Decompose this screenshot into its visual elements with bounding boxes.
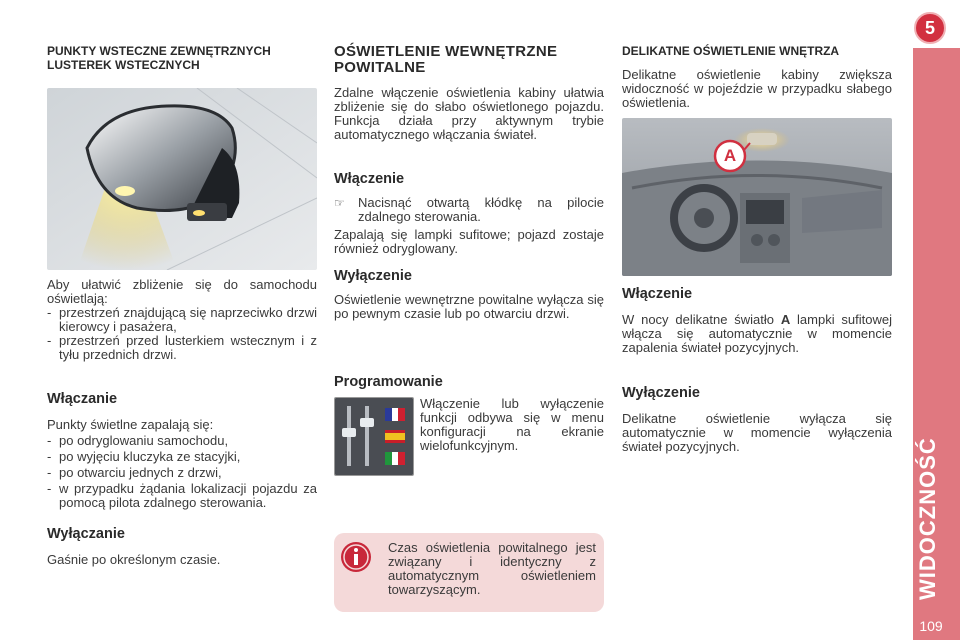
col2-title: OŚWIETLENIE WEWNĘTRZNE POWITALNE <box>334 43 558 76</box>
col1-on-heading: Włączanie <box>47 391 118 407</box>
col1-intro: Aby ułatwić zbliżenie się do samochodu oświetlają: <box>47 277 317 306</box>
col3-on-heading: Włączenie <box>622 286 693 302</box>
padlock-bullet-icon: ☞ <box>334 196 345 210</box>
page-number: 109 <box>919 618 943 634</box>
chapter-badge: 5 <box>914 12 946 44</box>
col1-off-section <box>47 525 317 567</box>
col3-off-heading: Wyłączenie <box>622 385 700 401</box>
col3-off-text: Delikatne oświetlenie wyłącza się automatycznie w momencie wyłączenia świateł pozycyjnych. <box>622 411 892 454</box>
col2-on-bullet: ☞ Nacisnąć otwartą kłódkę na pilocie zdalnego sterowania. <box>334 195 604 224</box>
col1-on-text: Punkty świetlne zapalają się: <box>47 417 214 432</box>
col2-intro: Zdalne włączenie oświetlenia kabiny ułatwia zbliżenie się do słabo oświetlonego pojazdu. Funkcja działa przy aktywnym trybie automatycznego włączania świateł. <box>334 85 604 142</box>
column-welcome-lighting <box>334 44 604 142</box>
col3-title: DELIKATNE OŚWIETLENIE WNĘTRZA <box>622 44 840 58</box>
col2-off-text: Oświetlenie wewnętrzne powitalne wyłącza się po pewnym czasie lub po otwarciu drzwi. <box>334 292 604 321</box>
section-title: WIDOCZNOŚĆ <box>915 437 940 600</box>
col2-on-heading: Włączenie <box>334 171 405 187</box>
col3-on-text: W nocy delikatne światło A lampki sufitowej włącza się automatycznie w momencie zapalenia świateł pozycyjnych. <box>622 312 892 355</box>
col1-on-section <box>47 390 317 510</box>
col3-intro: Delikatne oświetlenie kabiny zwiększa widoczność w pojeździe w przypadku słabego oświetlenia. <box>622 67 892 110</box>
col1-intro-item-2: - przestrzeń przed lusterkiem wstecznym i z tyłu przednich drzwi. <box>47 333 317 362</box>
dashboard-illustration <box>622 118 892 276</box>
column-mirror-lights <box>47 44 317 72</box>
marker-a: A <box>723 146 737 165</box>
info-icon <box>340 541 372 573</box>
col2-prog-heading: Programowanie <box>334 374 443 390</box>
col2-off-heading: Wyłączenie <box>334 268 412 284</box>
col2-prog-text-wrap <box>420 397 604 453</box>
col1-on-item-4: - w przypadku żądania lokalizacji pojazdu za pomocą pilota zdalnego sterowania. <box>47 481 317 510</box>
col2-prog-text: Włączenie lub wyłączenie funkcji odbywa się w menu konfiguracji na ekranie wielofunkcyjnym. <box>420 396 604 453</box>
settings-sliders-icon <box>334 397 414 476</box>
col1-off-text: Gaśnie po określonym czasie. <box>47 552 221 567</box>
col1-on-item-1: - po odryglowaniu samochodu, <box>47 433 229 448</box>
col1-off-heading: Wyłączanie <box>47 526 125 542</box>
col2-prog-section <box>334 373 604 391</box>
col2-on-text: Zapalają się lampki sufitowe; pojazd zostaje również odryglowany. <box>334 227 604 256</box>
mirror-illustration <box>47 88 317 270</box>
col2-off-section <box>334 267 604 321</box>
col1-on-item-2: - po wyjęciu kluczyka ze stacyjki, <box>47 449 241 464</box>
col3-on-section <box>622 285 892 355</box>
col1-on-item-3: - po otwarciu jednych z drzwi, <box>47 465 222 480</box>
col1-intro-item-1: - przestrzeń znajdującą się naprzeciwko drzwi kierowcy i pasażera, <box>47 305 317 334</box>
col3-off-section <box>622 384 892 454</box>
col1-body <box>47 278 317 362</box>
col2-on-section <box>334 170 604 256</box>
column-ambient-lighting <box>622 44 892 110</box>
col1-title: PUNKTY WSTECZNE ZEWNĘTRZNYCH LUSTEREK WSTECZNYCH <box>47 44 271 72</box>
info-text: Czas oświetlenia powitalnego jest związany i identyczny z automatycznym oświetleniem towarzyszącym. <box>388 540 596 597</box>
